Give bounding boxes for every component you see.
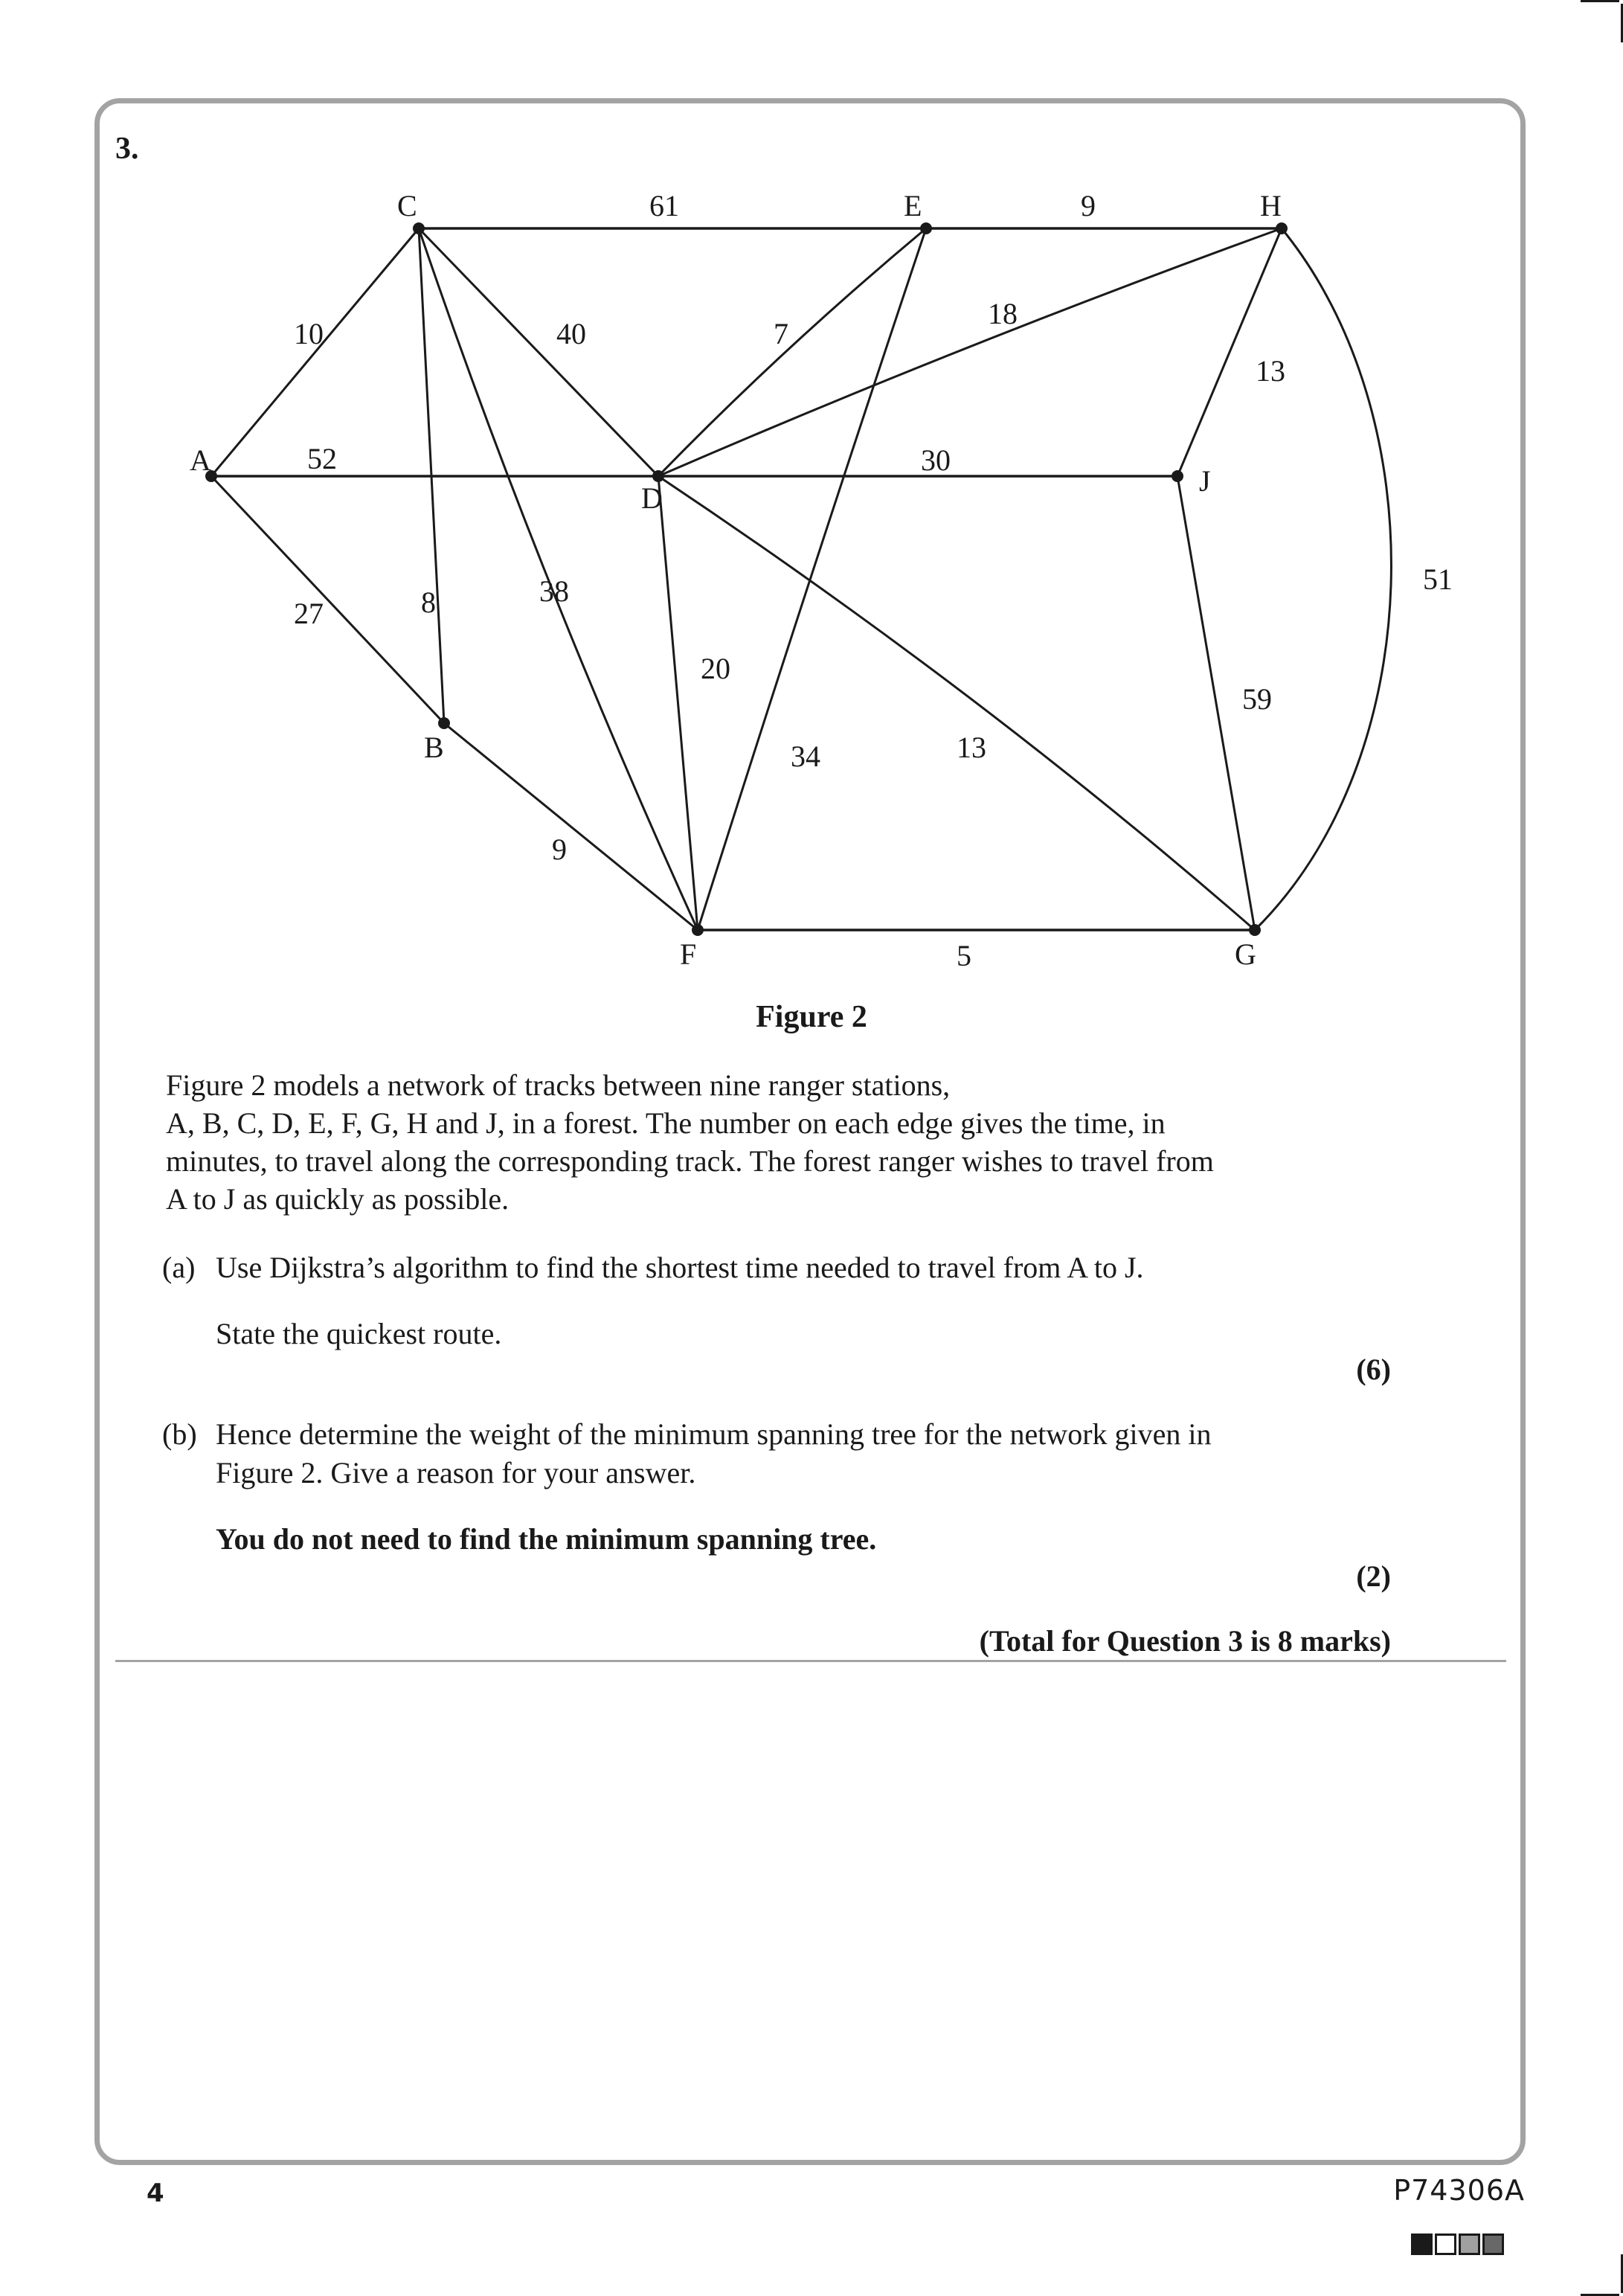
node-c — [413, 222, 425, 234]
part-a-marks: (6) — [1356, 1353, 1391, 1386]
edge-weight-d-j: 30 — [921, 443, 951, 477]
edge-a-b — [211, 476, 444, 723]
intro-line: minutes, to travel along the corresponding track. The forest ranger wishes to travel from — [166, 1144, 1214, 1178]
paper-code: P74306A — [1393, 2174, 1525, 2207]
color-swatches — [1411, 2234, 1504, 2255]
node-label-j: J — [1199, 464, 1211, 498]
node-h — [1276, 222, 1288, 234]
node-g — [1249, 924, 1261, 936]
edge-d-g — [658, 476, 1255, 930]
node-b — [438, 717, 450, 729]
swatch-light-grey — [1459, 2234, 1480, 2255]
node-label-d: D — [641, 481, 663, 515]
part-a-text: Use Dijkstra’s algorithm to find the shortest time needed to travel from A to J. — [216, 1251, 1144, 1284]
edge-weight-d-f: 20 — [701, 652, 730, 685]
node-e — [920, 222, 932, 234]
node-f — [692, 924, 704, 936]
part-a-label: (a) — [162, 1251, 196, 1284]
edge-weight-a-c: 10 — [294, 317, 324, 350]
edge-weight-d-h: 18 — [988, 297, 1018, 330]
question-intro — [166, 1066, 1430, 1218]
edge-weight-h-j: 13 — [1256, 354, 1285, 388]
edge-weight-a-b: 27 — [294, 597, 324, 630]
edge-weight-e-h: 9 — [1081, 189, 1096, 222]
edge-weight-c-f: 38 — [539, 574, 569, 608]
edge-weight-c-d: 40 — [556, 317, 586, 350]
part-b-label: (b) — [162, 1417, 197, 1451]
part-b-instruction: You do not need to find the minimum spanning tree. — [216, 1522, 877, 1556]
question-total: (Total for Question 3 is 8 marks) — [979, 1624, 1391, 1658]
part-b-text-line2: Figure 2. Give a reason for your answer. — [216, 1456, 696, 1489]
edge-h-g — [1255, 228, 1391, 930]
node-label-a: A — [190, 443, 211, 477]
part-b-text-line1: Hence determine the weight of the minimum spanning tree for the network given in — [216, 1417, 1212, 1451]
edge-c-d — [419, 228, 658, 476]
edge-weight-j-g: 59 — [1242, 682, 1272, 716]
edge-weight-d-g: 13 — [957, 731, 986, 764]
edge-e-f — [698, 228, 926, 930]
node-label-g: G — [1235, 937, 1256, 971]
part-a-text2: State the quickest route. — [216, 1317, 502, 1350]
node-label-h: H — [1260, 189, 1282, 222]
node-label-b: B — [424, 731, 444, 764]
figure-caption: Figure 2 — [756, 1000, 867, 1034]
edge-b-f — [444, 723, 698, 930]
page-number: 4 — [147, 2178, 164, 2208]
edge-weight-f-g: 5 — [957, 939, 971, 972]
network-graph — [0, 0, 1623, 990]
node-j — [1172, 470, 1183, 482]
question-number: 3. — [115, 132, 139, 166]
swatch-black — [1411, 2234, 1433, 2255]
part-b-marks: (2) — [1356, 1559, 1391, 1593]
edge-weight-e-f: 34 — [791, 740, 820, 773]
intro-line: A, B, C, D, E, F, G, H and J, in a forest. The number on each edge gives the time, in — [166, 1106, 1166, 1140]
edge-weight-a-d: 52 — [307, 442, 337, 475]
node-d — [652, 470, 664, 482]
intro-line: A to J as quickly as possible. — [166, 1182, 510, 1216]
node-label-c: C — [397, 189, 417, 222]
swatch-dark-grey — [1482, 2234, 1504, 2255]
swatch-white — [1435, 2234, 1456, 2255]
edge-h-j — [1177, 228, 1282, 476]
edge-a-c — [211, 228, 419, 476]
node-label-e: E — [904, 189, 922, 222]
edge-weight-c-b: 8 — [421, 586, 436, 619]
intro-line: Figure 2 models a network of tracks between nine ranger stations, — [166, 1068, 951, 1102]
edge-weight-e-d: 7 — [774, 317, 788, 350]
section-divider — [115, 1660, 1506, 1662]
edge-d-h — [658, 228, 1282, 476]
edge-weight-c-e: 61 — [649, 189, 679, 222]
edge-d-f — [658, 476, 698, 930]
edge-weight-h-g: 51 — [1423, 562, 1453, 596]
node-label-f: F — [680, 937, 697, 971]
edge-weight-b-f: 9 — [552, 833, 567, 866]
